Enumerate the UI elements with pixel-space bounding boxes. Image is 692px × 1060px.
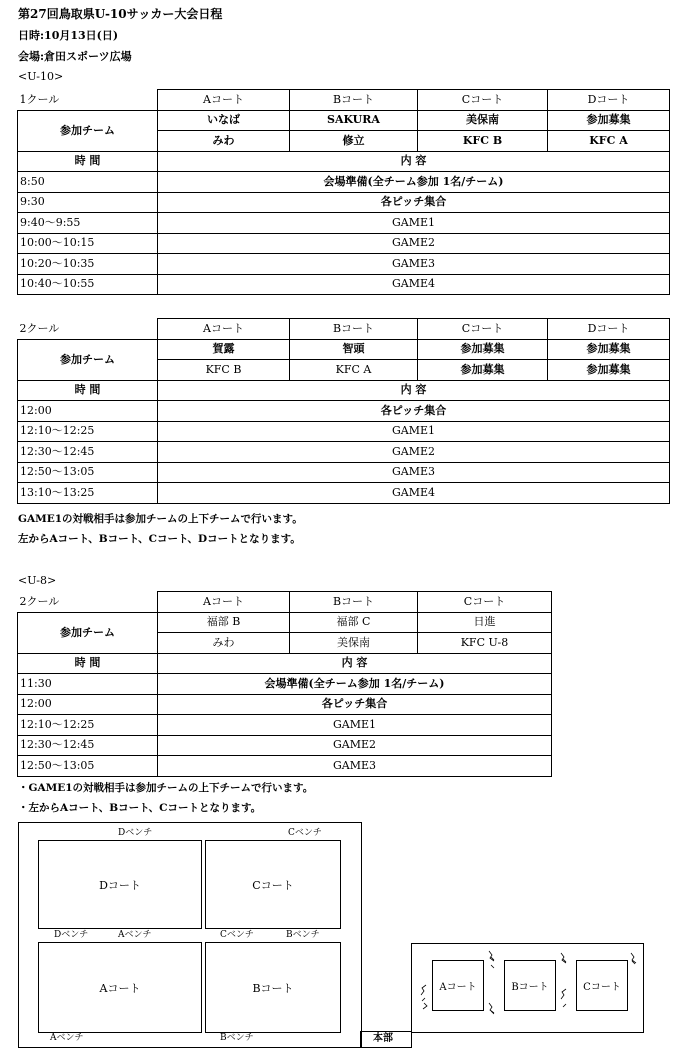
content-cell: 会場準備(全チーム参加 1名/チーム)	[158, 172, 670, 193]
table-row	[18, 192, 670, 213]
time-cell: 10:00〜10:15	[18, 233, 158, 254]
table-row	[18, 274, 670, 295]
small-court-b: Bコート	[504, 960, 556, 1011]
time-label: 時 間	[18, 653, 158, 674]
team-cell: KFC B	[158, 360, 290, 381]
section-u8: <U-8>	[18, 574, 57, 587]
team-cell: SAKURA	[290, 110, 418, 131]
team-cell: 参加募集	[418, 339, 548, 360]
cool-label: 2クール	[18, 319, 158, 340]
court-header: Bコート	[290, 90, 418, 111]
page-title: 第27回鳥取県U-10サッカー大会日程	[18, 7, 223, 21]
content-cell: 各ピッチ集合	[158, 401, 670, 422]
court-d: Dコート	[38, 840, 202, 929]
content-cell: GAME4	[158, 274, 670, 295]
table-row	[18, 442, 670, 463]
team-cell: 参加募集	[548, 360, 670, 381]
time-cell: 10:40〜10:55	[18, 274, 158, 295]
headquarters-label: 本部	[373, 1033, 393, 1044]
table-row	[18, 735, 552, 756]
team-cell: 賀露	[158, 339, 290, 360]
court-header: Dコート	[548, 90, 670, 111]
table-row	[18, 715, 552, 736]
time-cell: 12:10〜12:25	[18, 715, 158, 736]
content-cell: GAME2	[158, 233, 670, 254]
table-row	[18, 694, 552, 715]
court-b: Bコート	[205, 942, 341, 1033]
team-cell: KFC U-8	[418, 633, 552, 654]
team-cell: みわ	[158, 131, 290, 152]
court-header: Cコート	[418, 90, 548, 111]
table-row	[18, 254, 670, 275]
time-cell: 12:30〜12:45	[18, 442, 158, 463]
content-cell: 各ピッチ集合	[158, 694, 552, 715]
court-c: Cコート	[205, 840, 341, 929]
table-row	[18, 213, 670, 234]
content-cell: GAME2	[158, 735, 552, 756]
team-cell: KFC A	[548, 131, 670, 152]
event-date: 日時:10月13日(日)	[18, 29, 119, 42]
court-header: Bコート	[290, 592, 418, 613]
bench-label: Bベンチ	[220, 1033, 254, 1043]
time-cell: 12:30〜12:45	[18, 735, 158, 756]
team-cell: 美保南	[290, 633, 418, 654]
small-court-c: Cコート	[576, 960, 628, 1011]
court-a: Aコート	[38, 942, 202, 1033]
cool-label: 2クール	[18, 592, 158, 613]
section-u10: <U-10>	[18, 70, 64, 83]
team-cell: 修立	[290, 131, 418, 152]
content-cell: GAME3	[158, 756, 552, 777]
time-cell: 13:10〜13:25	[18, 483, 158, 504]
team-label: 参加チーム	[18, 612, 158, 653]
team-cell: 参加募集	[548, 339, 670, 360]
content-label: 内 容	[158, 151, 670, 172]
u10-cool1-table	[17, 89, 670, 295]
content-cell: GAME4	[158, 483, 670, 504]
court-header: Cコート	[418, 319, 548, 340]
content-cell: 会場準備(全チーム参加 1名/チーム)	[158, 674, 552, 695]
content-cell: GAME3	[158, 254, 670, 275]
content-cell: GAME3	[158, 462, 670, 483]
u8-note: ・左からAコート、Bコート、Cコートとなります。	[18, 802, 262, 814]
content-label: 内 容	[158, 653, 552, 674]
table-row	[18, 401, 670, 422]
team-cell: 参加募集	[418, 360, 548, 381]
bench-label: Aベンチ	[118, 930, 152, 940]
content-label: 内 容	[158, 380, 670, 401]
u10-note: GAME1の対戦相手は参加チームの上下チームで行います。	[18, 513, 303, 525]
time-cell: 12:00	[18, 694, 158, 715]
content-cell: GAME1	[158, 213, 670, 234]
time-cell: 9:40〜9:55	[18, 213, 158, 234]
u8-note: ・GAME1の対戦相手は参加チームの上下チームで行います。	[18, 782, 314, 794]
time-cell: 12:50〜13:05	[18, 756, 158, 777]
table-row	[18, 674, 552, 695]
team-cell: 福部 B	[158, 612, 290, 633]
time-label: 時 間	[18, 151, 158, 172]
court-header: Aコート	[158, 319, 290, 340]
time-cell: 12:00	[18, 401, 158, 422]
team-cell: KFC A	[290, 360, 418, 381]
event-venue: 会場:倉田スポーツ広場	[18, 50, 132, 63]
team-cell: みわ	[158, 633, 290, 654]
table-row	[18, 756, 552, 777]
team-cell: 参加募集	[548, 110, 670, 131]
bench-label: Bベンチ	[286, 930, 320, 940]
court-header: Dコート	[548, 319, 670, 340]
u10-cool2-table	[17, 318, 670, 504]
time-cell: 8:50	[18, 172, 158, 193]
court-header: Cコート	[418, 592, 552, 613]
content-cell: GAME1	[158, 715, 552, 736]
cool-label: 1クール	[18, 90, 158, 111]
team-cell: 智頭	[290, 339, 418, 360]
team-cell: KFC B	[418, 131, 548, 152]
court-header: Bコート	[290, 319, 418, 340]
table-row	[18, 483, 670, 504]
time-cell: 9:30	[18, 192, 158, 213]
table-row	[18, 233, 670, 254]
bench-label: Aベンチ	[50, 1033, 84, 1043]
bench-label: Cベンチ	[288, 828, 322, 838]
small-court-a: Aコート	[432, 960, 484, 1011]
team-cell: 福部 C	[290, 612, 418, 633]
bench-label: Dベンチ	[118, 828, 153, 838]
content-cell: GAME1	[158, 421, 670, 442]
time-cell: 11:30	[18, 674, 158, 695]
u8-cool2-table	[17, 591, 552, 777]
bench-label: Dベンチ	[54, 930, 89, 940]
table-row	[18, 421, 670, 442]
team-label: 参加チーム	[18, 110, 158, 151]
goal-marks-icon	[411, 943, 642, 1031]
team-label: 参加チーム	[18, 339, 158, 380]
table-row	[18, 172, 670, 193]
table-row	[18, 462, 670, 483]
court-header: Aコート	[158, 90, 290, 111]
content-cell: GAME2	[158, 442, 670, 463]
team-cell: いなば	[158, 110, 290, 131]
time-label: 時 間	[18, 380, 158, 401]
u10-note: 左からAコート、Bコート、Cコート、Dコートとなります。	[18, 533, 301, 545]
team-cell: 日進	[418, 612, 552, 633]
bench-label: Cベンチ	[220, 930, 254, 940]
time-cell: 12:10〜12:25	[18, 421, 158, 442]
court-header: Aコート	[158, 592, 290, 613]
content-cell: 各ピッチ集合	[158, 192, 670, 213]
time-cell: 12:50〜13:05	[18, 462, 158, 483]
team-cell: 美保南	[418, 110, 548, 131]
time-cell: 10:20〜10:35	[18, 254, 158, 275]
